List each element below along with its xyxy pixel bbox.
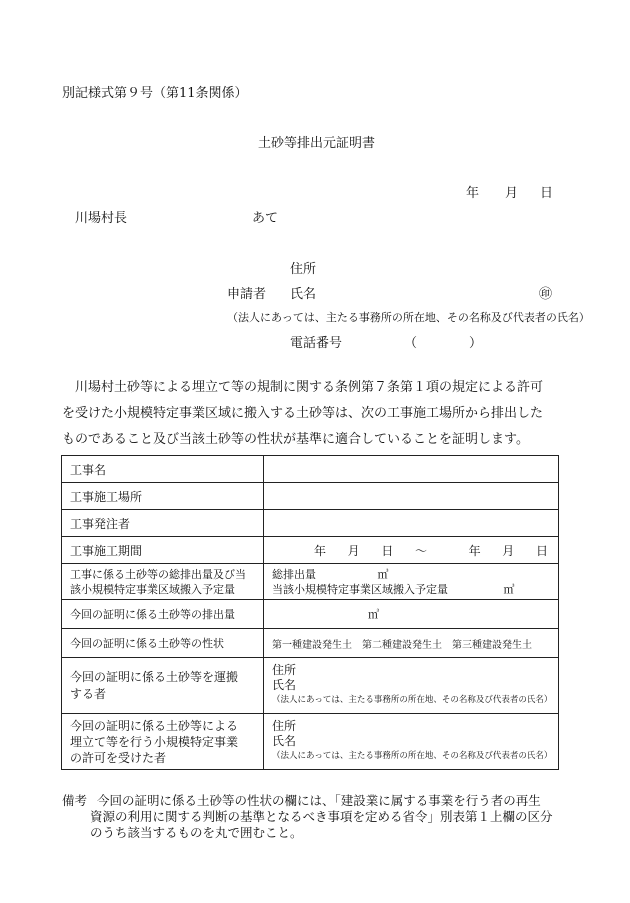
planned-volume-unit: ㎥ [503,582,515,596]
total-volume-label-line1: 工事に係る土砂等の総排出量及び当 [70,567,246,581]
total-volume-field[interactable] [264,564,559,600]
addressee-name: 川場村長 [75,211,128,226]
applicant-phone-paren: （ ） [404,336,483,351]
applicant-phone-label: 電話番号 [290,336,343,351]
period-start-year: 年 [314,543,327,558]
notes-section [62,793,562,841]
applicant-name-label: 氏名 [290,287,317,302]
filler-address-label: 住所 [272,719,297,733]
transporter-name-label: 氏名 [272,678,297,692]
date-month: 月 [505,186,519,201]
property-options[interactable]: 第一種建設発生土 第二種建設発生土 第三種建設発生土 [264,629,559,658]
total-volume-label-line2: 該小規模特定事業区域搬入予定量 [70,582,235,596]
notes-line3: のうち該当するものを丸で囲むこと。 [90,825,303,840]
filler-field[interactable] [264,714,559,770]
period-tilde: ～ [414,543,427,558]
table-row [62,629,559,658]
addressee-suffix: あて [252,211,279,226]
table-row [62,564,559,600]
table-row [62,658,559,714]
transporter-label-line2: する者 [70,686,107,701]
filler-label-line2: 埋立て等を行う小規模特定事業 [70,734,239,749]
filler-label [62,714,264,770]
period-field[interactable] [264,537,559,564]
transporter-field[interactable] [264,658,559,714]
table-row [62,510,559,537]
applicant-address-label: 住所 [290,262,317,277]
this-volume-unit: ㎥ [368,608,379,621]
seal-mark: ㊞ [539,287,553,302]
this-volume-field[interactable] [264,600,559,629]
applicant-corp-note: （法人にあっては、主たる事務所の所在地、その名称及び代表者の氏名） [227,311,590,324]
filler-label-line1: 今回の証明に係る土砂等による [70,718,239,733]
transporter-label [62,658,264,714]
period-end-month: 月 [502,543,515,558]
construction-site-field[interactable] [264,483,559,510]
period-end-year: 年 [468,543,481,558]
period-start-day: 日 [381,543,394,558]
this-volume-label: 今回の証明に係る土砂等の排出量 [62,600,264,629]
construction-site-label: 工事施工場所 [62,483,264,510]
applicant-label: 申請者 [227,287,267,302]
client-label: 工事発注者 [62,510,264,537]
filler-label-line3: の許可を受けた者 [70,750,167,765]
table-row [62,600,559,629]
transporter-label-line1: 今回の証明に係る土砂等を運搬 [70,669,239,684]
project-name-label: 工事名 [62,456,264,483]
filler-name-label: 氏名 [272,734,297,748]
date-day: 日 [540,186,554,201]
document-title: 土砂等排出元証明書 [258,136,376,151]
client-field[interactable] [264,510,559,537]
notes-line1: 今回の証明に係る土砂等の性状の欄には、「建設業に属する事業を行う者の再生 [97,793,541,808]
certificate-table [61,455,559,770]
period-end-day: 日 [535,543,548,558]
transporter-corp-note: （法人にあっては、主たる事務所の所在地、その名称及び代表者の氏名） [272,695,553,705]
transporter-address-label: 住所 [272,663,297,677]
total-volume-text: 総排出量 [272,567,316,581]
table-row [62,537,559,564]
property-label: 今回の証明に係る土砂等の性状 [62,629,264,658]
period-label: 工事施工期間 [62,537,264,564]
notes-label: 備考 [62,793,88,808]
form-number: 別記様式第９号（第11条関係） [62,86,248,101]
date-year: 年 [466,186,480,201]
period-start-month: 月 [347,543,360,558]
planned-volume-text: 当該小規模特定事業区域搬入予定量 [272,582,448,596]
filler-corp-note: （法人にあっては、主たる事務所の所在地、その名称及び代表者の氏名） [272,751,553,761]
total-volume-label [62,564,264,600]
table-row [62,483,559,510]
notes-line2: 資源の利用に関する判断の基準となるべき事項を定める省令」別表第１上欄の区分 [90,809,553,824]
project-name-field[interactable] [264,456,559,483]
total-volume-unit: ㎥ [377,567,389,581]
certification-statement: 川場村土砂等による埋立て等の規制に関する条例第７条第１項の規定による許可を受けた小規模特定事業区域に搬入する土砂等は、次の工事施工場所から排出したものであること及び当該土砂等の性状が基準に適合していることを証明します。 [62,380,544,447]
table-row [62,714,559,770]
table-row [62,456,559,483]
